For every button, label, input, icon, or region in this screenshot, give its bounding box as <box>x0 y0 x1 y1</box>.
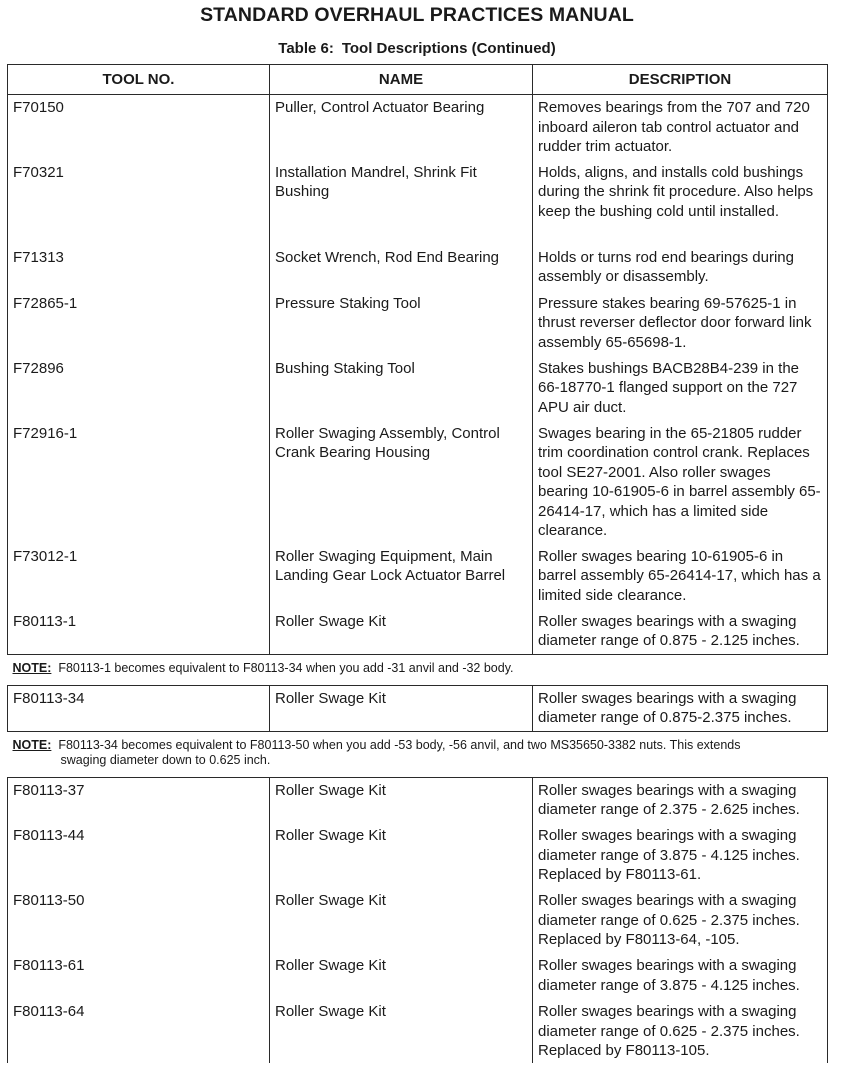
table-row <box>8 823 828 888</box>
tool-number: F80113-61 <box>8 953 270 999</box>
tool-description: Holds, aligns, and installs cold bushings during the shrink fit procedure. Also helps keep the bushing cold until installed. <box>533 160 828 245</box>
tool-description: Roller swages bearings with a swaging diameter range of 2.375 - 2.625 inches. <box>533 777 828 823</box>
table-row <box>8 245 828 291</box>
tool-number: F72896 <box>8 356 270 421</box>
header-tool-no: TOOL NO. <box>8 65 270 95</box>
tool-number: F80113-44 <box>8 823 270 888</box>
note-label: NOTE: <box>12 737 52 752</box>
tool-name: Roller Swage Kit <box>270 685 533 731</box>
note <box>8 731 828 777</box>
tool-descriptions-table <box>7 64 828 1063</box>
tool-description: Roller swages bearings with a swaging diameter range of 0.875-2.375 inches. <box>533 685 828 731</box>
table-row <box>8 953 828 999</box>
note-row <box>8 731 828 777</box>
table-row <box>8 999 828 1063</box>
tool-name: Roller Swage Kit <box>270 999 533 1063</box>
tool-number: F80113-64 <box>8 999 270 1063</box>
table-row <box>8 544 828 609</box>
tool-number: F70150 <box>8 95 270 160</box>
tool-name: Socket Wrench, Rod End Bearing <box>270 245 533 291</box>
tool-number: F80113-37 <box>8 777 270 823</box>
header-description: DESCRIPTION <box>533 65 828 95</box>
tool-name: Roller Swaging Equipment, Main Landing Gear Lock Actuator Barrel <box>270 544 533 609</box>
tool-name: Pressure Staking Tool <box>270 291 533 356</box>
tool-name: Roller Swage Kit <box>270 823 533 888</box>
table-caption-label: Table 6: <box>278 40 334 57</box>
header-name: NAME <box>270 65 533 95</box>
note-text: F80113-1 becomes equivalent to F80113-34 when you add -31 anvil and -32 body. <box>58 661 514 675</box>
tool-description: Removes bearings from the 707 and 720 inboard aileron tab control actuator and rudder trim actuator. <box>533 95 828 160</box>
tool-description: Roller swages bearings with a swaging diameter range of 0.625 - 2.375 inches. Replaced by F80113-64, -105. <box>533 888 828 953</box>
tool-number: F80113-1 <box>8 609 270 655</box>
table-caption-text: Tool Descriptions (Continued) <box>341 40 556 57</box>
table-row <box>8 356 828 421</box>
note-text-continued: swaging diameter down to 0.625 inch. <box>60 753 271 767</box>
table-header-row <box>8 65 828 95</box>
table-row <box>8 609 828 655</box>
tool-name: Installation Mandrel, Shrink Fit Bushing <box>270 160 533 245</box>
tool-number: F72865-1 <box>8 291 270 356</box>
tool-number: F80113-34 <box>8 685 270 731</box>
tool-name: Roller Swaging Assembly, Control Crank Bearing Housing <box>270 421 533 544</box>
tool-description: Swages bearing in the 65-21805 rudder trim coordination control crank. Replaces tool SE27-2001. Also roller swages bearing 10-61905-6 in barrel assembly 65-26414-17, which has a limited side clearance. <box>533 421 828 544</box>
tool-number: F71313 <box>8 245 270 291</box>
tool-number: F80113-50 <box>8 888 270 953</box>
table-row <box>8 421 828 544</box>
tool-description: Roller swages bearing 10-61905-6 in barrel assembly 65-26414-17, which has a limited side clearance. <box>533 544 828 609</box>
tool-description: Roller swages bearings with a swaging diameter range of 3.875 - 4.125 inches. Replaced by F80113-61. <box>533 823 828 888</box>
note-text: F80113-34 becomes equivalent to F80113-50 when you add -53 body, -56 anvil, and two MS35650-3382 nuts. This extends <box>58 737 741 752</box>
tool-number: F73012-1 <box>8 544 270 609</box>
tool-description: Roller swages bearings with a swaging diameter range of 0.625 - 2.375 inches. Replaced by F80113-105. <box>533 999 828 1063</box>
tool-name: Puller, Control Actuator Bearing <box>270 95 533 160</box>
table-row <box>8 160 828 245</box>
table-row <box>8 291 828 356</box>
page-title: STANDARD OVERHAUL PRACTICES MANUAL <box>200 4 634 26</box>
table-row <box>8 685 828 731</box>
tool-name: Bushing Staking Tool <box>270 356 533 421</box>
note-label: NOTE: <box>12 661 52 675</box>
tool-name: Roller Swage Kit <box>270 953 533 999</box>
table-caption <box>0 40 834 57</box>
tool-name: Roller Swage Kit <box>270 888 533 953</box>
tool-name: Roller Swage Kit <box>270 777 533 823</box>
tool-number: F72916-1 <box>8 421 270 544</box>
tool-description: Pressure stakes bearing 69-57625-1 in thrust reverser deflector door forward link assembly 65-65698-1. <box>533 291 828 356</box>
tool-number: F70321 <box>8 160 270 245</box>
tool-description: Roller swages bearings with a swaging diameter range of 3.875 - 4.125 inches. <box>533 953 828 999</box>
tool-name: Roller Swage Kit <box>270 609 533 655</box>
table-row <box>8 888 828 953</box>
table-row <box>8 777 828 823</box>
table-row <box>8 95 828 160</box>
tool-description: Roller swages bearings with a swaging diameter range of 0.875 - 2.125 inches. <box>533 609 828 655</box>
tool-description: Stakes bushings BACB28B4-239 in the 66-18770-1 flanged support on the 727 APU air duct. <box>533 356 828 421</box>
note <box>8 655 828 686</box>
tool-description: Holds or turns rod end bearings during assembly or disassembly. <box>533 245 828 291</box>
note-row <box>8 655 828 686</box>
